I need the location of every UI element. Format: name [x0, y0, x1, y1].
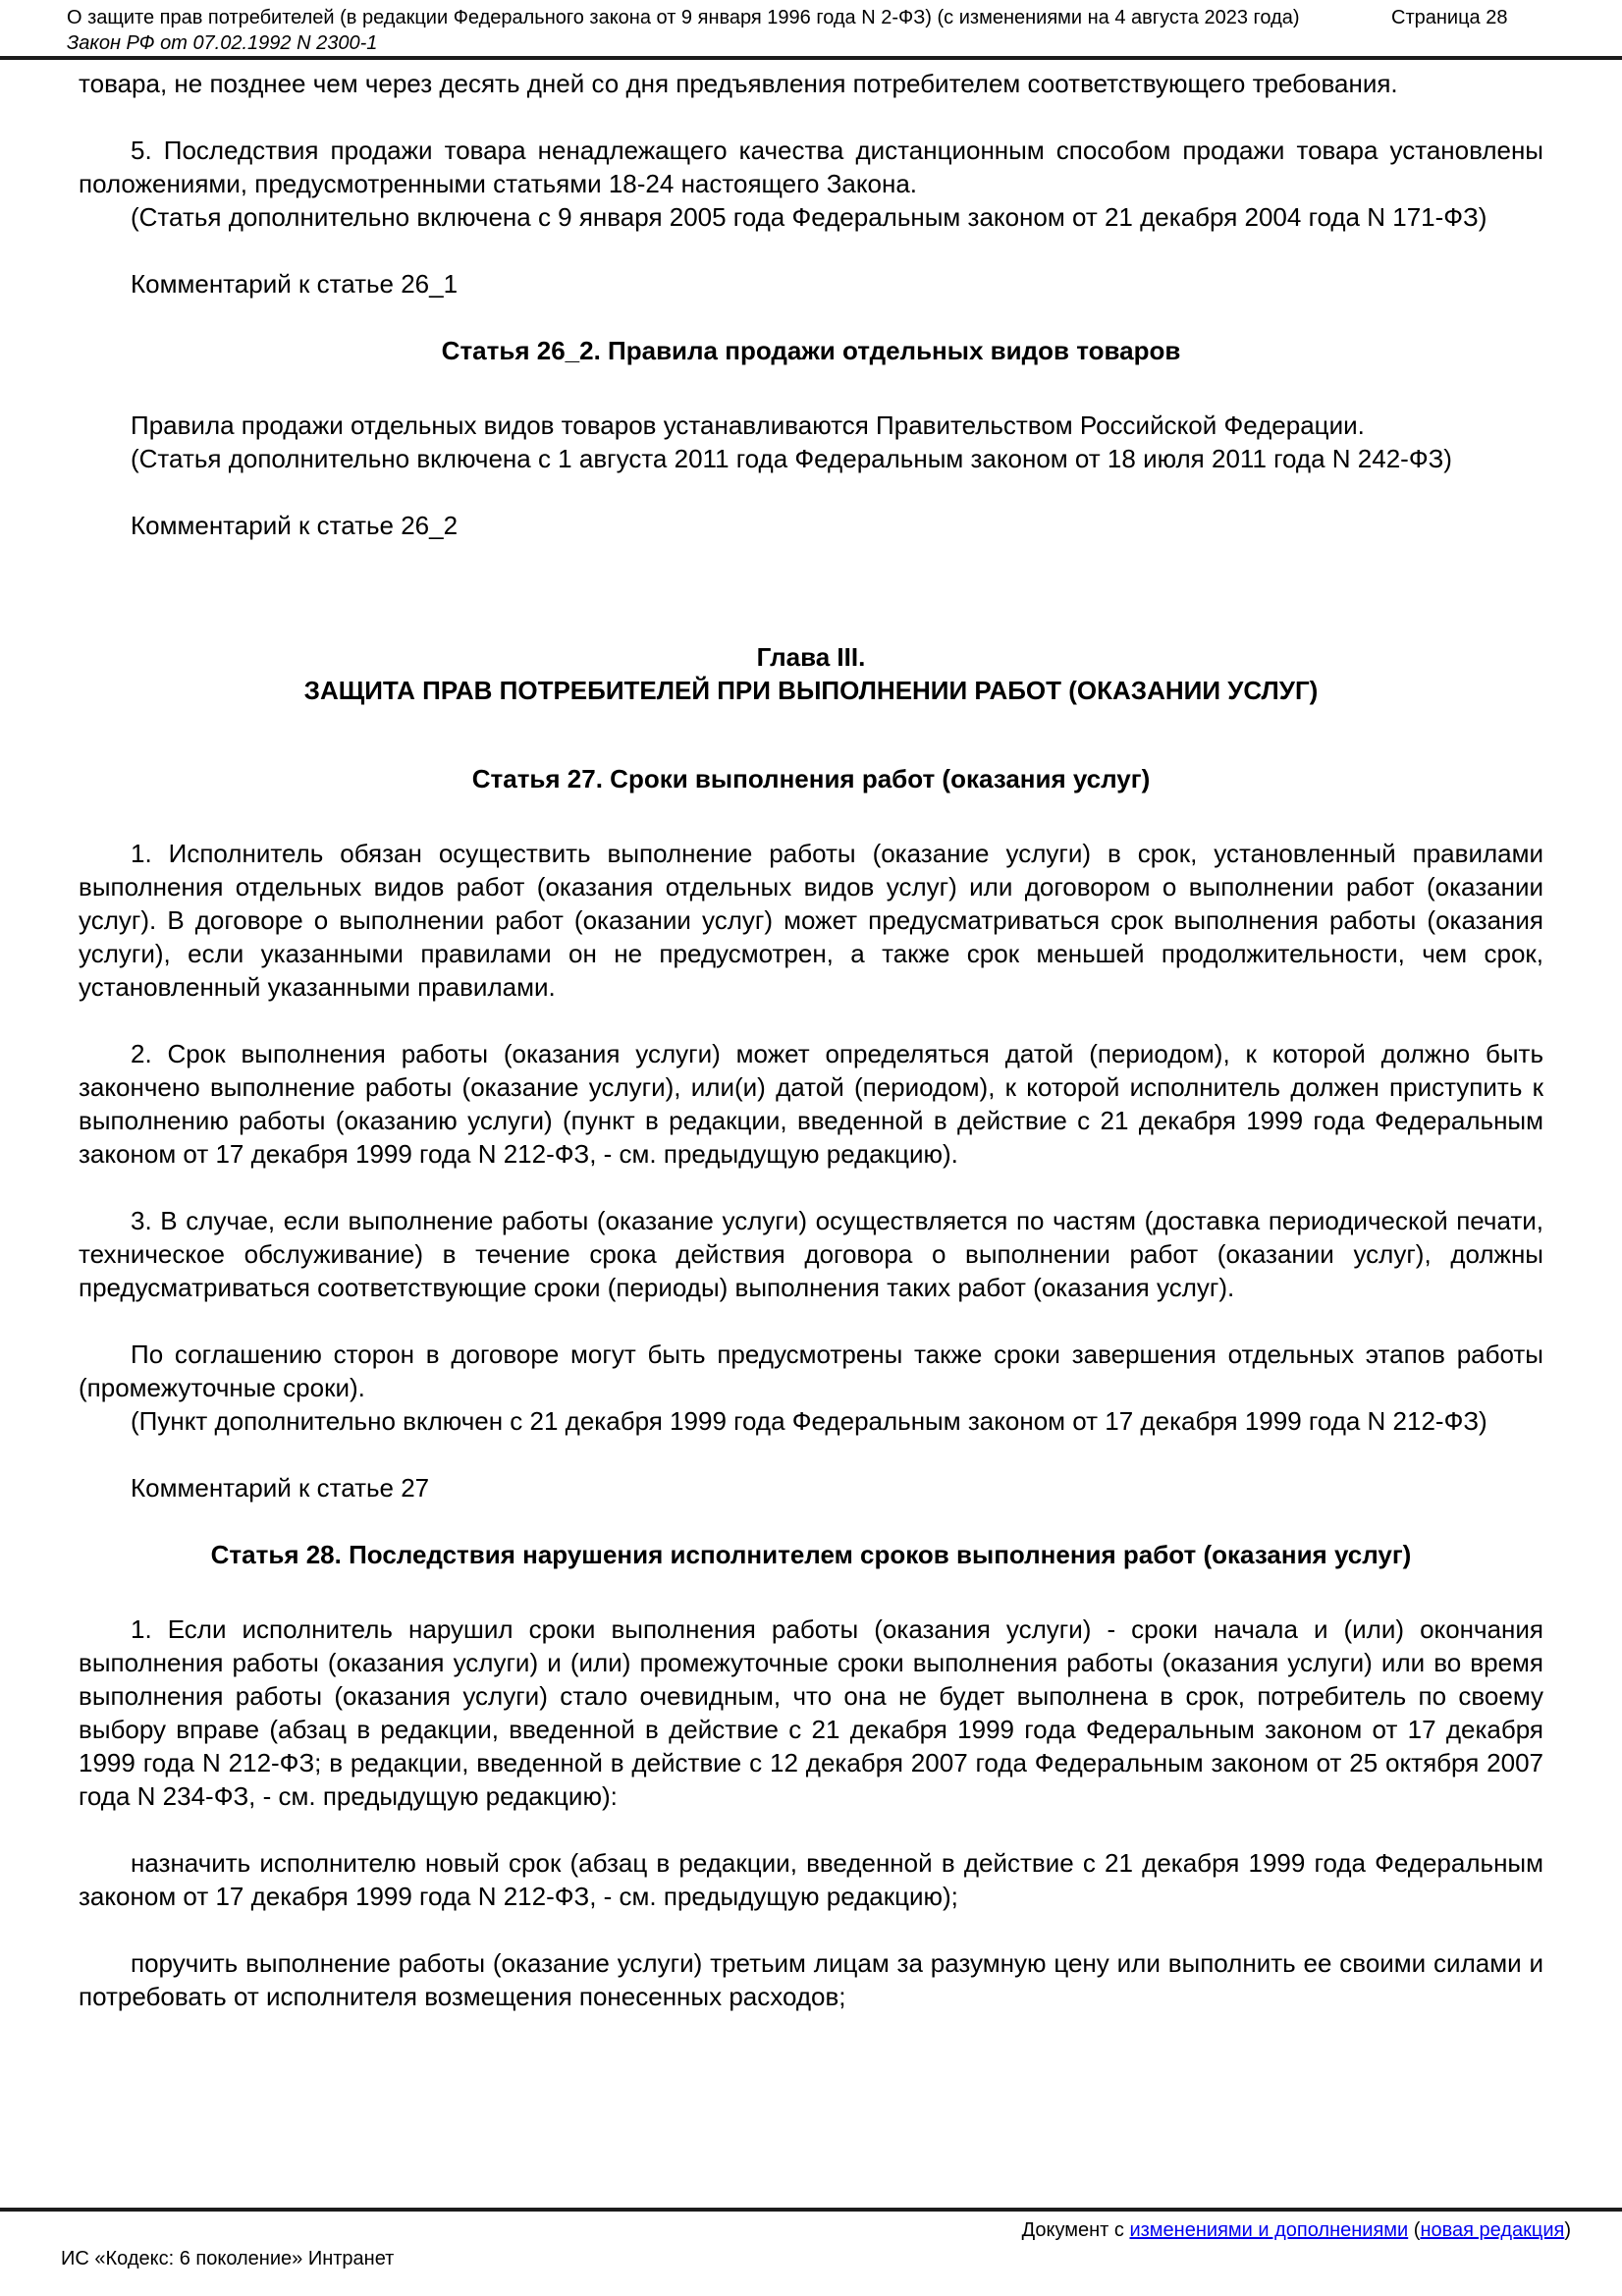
footer-links: [1022, 2217, 1571, 2243]
footer-divider: [0, 2208, 1622, 2212]
paragraph-continuation: товара, не позднее чем через десять дней со дня предъявления потребителем соответствующего требования.: [79, 69, 1398, 98]
system-label: ИС «Кодекс: 6 поколение» Интранет: [61, 2248, 395, 2269]
new-edition-link[interactable]: новая редакция: [1420, 2219, 1565, 2241]
paragraph: 5. Последствия продажи товара ненадлежащего качества дистанционным способом продажи товара установлены положениями, предусмотренными статьями 18-24 настоящего Закона.: [79, 136, 1543, 198]
paragraph: Комментарий к статье 26_2: [131, 511, 459, 540]
paragraph: 3. В случае, если выполнение работы (оказание услуги) осуществляется по частям (доставка периодической печати, техническое обслуживание) в течение срока действия договора о выполнении работ (оказании услуг), должны предусматриваться соответствующие сроки (периоды) выполнения таких работ (оказания услуг).: [79, 1206, 1543, 1302]
article-heading: Статья 26_2. Правила продажи отдельных видов товаров: [441, 336, 1181, 365]
paragraph: 2. Срок выполнения работы (оказания услуги) может определяться датой (периодом), к которой должно быть закончено выполнение работы (оказание услуги), или(и) датой (периодом), к которой исполнитель должен приступить к выполнению работы (оказанию услуги) (пункт в редакции, введенной в действие с 21 декабря 1999 года Федеральным законом от 17 декабря 1999 года N 212-ФЗ, - см. предыдущую редакцию).: [79, 1039, 1543, 1169]
paragraph: поручить выполнение работы (оказание услуги) третьим лицам за разумную цену или выполнить ее своими силами и потребовать от исполнителя возмещения понесенных расходов;: [79, 1948, 1543, 2011]
document-subtitle: Закон РФ от 07.02.1992 N 2300-1: [67, 32, 378, 54]
article-heading: Статья 27. Сроки выполнения работ (оказания услуг): [471, 764, 1151, 793]
amendments-link[interactable]: изменениями и дополнениями: [1129, 2219, 1409, 2241]
chapter-heading-line2: ЗАЩИТА ПРАВ ПОТРЕБИТЕЛЕЙ ПРИ ВЫПОЛНЕНИИ РАБОТ (ОКАЗАНИИ УСЛУГ): [303, 676, 1319, 705]
document-header: [0, 0, 1622, 56]
paragraph: Правила продажи отдельных видов товаров устанавливаются Правительством Российской Федерации.: [131, 410, 1365, 440]
paragraph: назначить исполнителю новый срок (абзац в редакции, введенной в действие с 21 декабря 1999 года Федеральным законом от 17 декабря 1999 года N 212-ФЗ, - см. предыдущую редакцию);: [79, 1848, 1543, 1911]
paragraph: (Статья дополнительно включена с 9 января 2005 года Федеральным законом от 21 декабря 2004 года N 171-ФЗ): [131, 202, 1487, 232]
footer-paren-open: (: [1408, 2219, 1421, 2241]
paragraph: (Пункт дополнительно включен с 21 декабря 1999 года Федеральным законом от 17 декабря 1999 года N 212-ФЗ): [131, 1406, 1487, 1436]
page-number: Страница 28: [1391, 7, 1508, 28]
paragraph: Комментарий к статье 26_1: [131, 269, 459, 299]
footer-doc-prefix: Документ с: [1021, 2219, 1130, 2241]
footer-paren-close: ): [1564, 2219, 1571, 2241]
chapter-heading: Глава III.: [756, 642, 866, 672]
paragraph: 1. Исполнитель обязан осуществить выполнение работы (оказание услуги) в срок, установленный правилами выполнения отдельных видов работ (оказания отдельных видов услуг) или договором о выполнении работ (оказании услуг). В договоре о выполнении работ (оказании услуг) может предусматриваться срок выполнения работы (оказания услуги), если указанными правилами он не предусмотрен, а также срок меньшей продолжительности, чем срок, установленный указанными правилами.: [79, 839, 1543, 1002]
paragraph: (Статья дополнительно включена с 1 августа 2011 года Федеральным законом от 18 июля 2011 года N 242-ФЗ): [131, 444, 1452, 473]
article-heading: Статья 28. Последствия нарушения исполнителем сроков выполнения работ (оказания услуг): [210, 1540, 1412, 1569]
paragraph: По соглашению сторон в договоре могут быть предусмотрены также сроки завершения отдельных этапов работы (промежуточные сроки).: [79, 1339, 1543, 1402]
document-body: [0, 60, 1622, 2013]
paragraph: Комментарий к статье 27: [131, 1473, 430, 1503]
document-title: О защите прав потребителей (в редакции Федерального закона от 9 января 1996 года N 2-ФЗ) (с изменениями на 4 августа 2023 года): [67, 7, 1300, 28]
paragraph: 1. Если исполнитель нарушил сроки выполнения работы (оказания услуги) - сроки начала и (или) окончания выполнения работы (оказания услуги) и (или) промежуточные сроки выполнения работы (оказания услуги) или во время выполнения работы (оказания услуги) стало очевидным, что она не будет выполнена в срок, потребитель по своему выбору вправе (абзац в редакции, введенной в действие с 21 декабря 1999 года Федеральным законом от 17 декабря 1999 года N 212-ФЗ; в редакции, введенной в действие с 12 декабря 2007 года Федеральным законом от 25 октября 2007 года N 234-ФЗ, - см. предыдущую редакцию):: [79, 1614, 1543, 1811]
